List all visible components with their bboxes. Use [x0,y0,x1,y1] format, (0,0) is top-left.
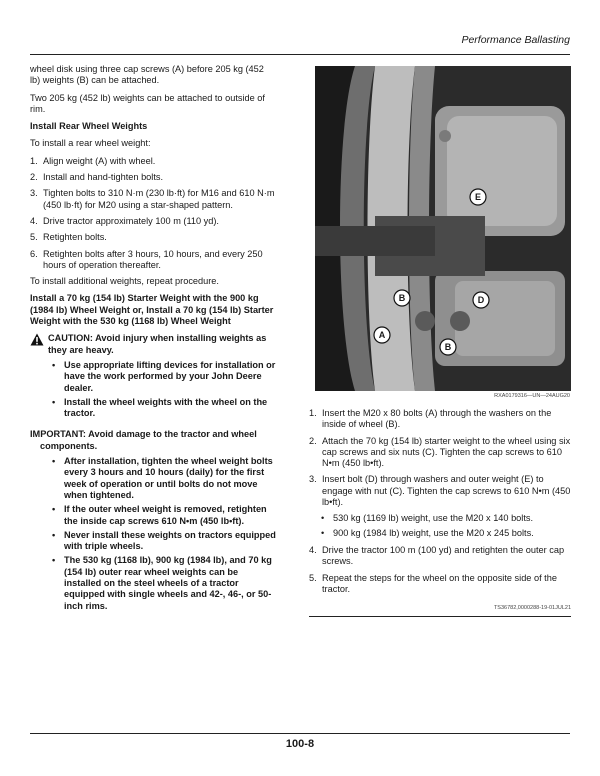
callout-letter: D [477,295,485,305]
wheel-weight-photo [315,66,571,391]
step-number: 6. [30,248,38,259]
callout-label [469,188,487,211]
step-text: Insert the M20 x 80 bolts (A) through the washers on the inside of wheel (B). [322,408,552,430]
right-column [309,408,571,617]
step-item [30,156,276,167]
left-column [30,64,276,615]
step-text: Tighten bolts to 310 N·m (230 lb·ft) for M16 and 610 N·m (450 lb·ft) for M20 using a star-shaped pattern. [43,188,275,210]
lead-text: To install a rear wheel weight: [30,138,151,149]
important-bullet: • The 530 kg (1168 lb), 900 kg (1984 lb), and 70 kg (154 lb) outer rear wheel weights can be installed on the steel wheels of a tractor equipped with single wheels and 42-, 46-, or 50-inch rims. [52,555,276,611]
important-bullet: • After installation, tighten the wheel weight bolts every 3 hours and 10 hours (daily) for the first week of operation or until bolts do not move when tightened. [52,456,276,501]
step-text: Install and hand-tighten bolts. [43,172,164,183]
step-item [30,216,276,227]
step-text: Retighten bolts. [43,232,107,243]
subsection-heading: Install a 70 kg (154 lb) Starter Weight with the 900 kg (1984 lb) Wheel Weight or, Install a 70 kg (154 lb) Starter Weight with the 530 kg (1168 lb) Wheel Weight [30,293,274,327]
page-header [30,34,570,55]
page-number: 100-8 [285,738,315,750]
step-text: Retighten bolts after 3 hours, 10 hours, and every 250 hours of operation thereafter. [43,248,263,270]
section-heading: Install Rear Wheel Weights [30,121,148,132]
callout-label [393,289,411,312]
caution-text: CAUTION: Avoid injury when installing weights as they are heavy. [48,333,267,355]
caution-bullet: • Install the wheel weights with the wheel on the tractor. [52,397,276,420]
bolt-size-bullet: • 530 kg (1169 lb) weight, use the M20 x 140 bolts. [321,513,571,524]
step-text: Repeat the steps for the wheel on the opposite side of the tractor. [322,572,557,594]
step-item [30,172,276,183]
step-item [30,188,276,211]
header-title: Performance Ballasting [461,34,570,46]
step-text: Align weight (A) with wheel. [43,155,156,166]
step-text: Drive the tractor 100 m (100 yd) and retighten the outer cap screws. [322,544,565,567]
callout-letter: A [378,330,386,340]
step-item [309,573,571,596]
step-number: 5. [309,572,317,583]
step-item [309,436,571,470]
caution-bullet: • Use appropriate lifting devices for installation or have the work performed by your John Deere dealer. [52,360,276,394]
step-item [309,474,571,508]
page-footer-rule [30,733,570,734]
important-bullet: • Never install these weights on tractors equipped with triple wheels. [52,530,276,553]
step-number: 3. [309,474,317,485]
callout-letter: E [474,192,481,202]
caution-block [30,333,276,356]
bolt-size-bullet: • 900 kg (1984 lb) weight, use the M20 x 245 bolts. [321,528,571,539]
step-number: 5. [30,232,38,243]
callout-label [373,326,391,349]
document-code: TS36782,0000288-19-01JUL21 [309,603,571,617]
step-text: Attach the 70 kg (154 lb) starter weight to the wheel using six cap screws and six nuts (C). Tighten the cap screws to 610 N•m (450 lb•ft). [322,435,571,469]
step-number: 2. [30,172,38,183]
step-number: 3. [30,188,38,199]
step-number: 4. [309,544,317,555]
figure-code: RXA0179316—UN—24AUG20 [494,393,570,399]
important-notice: IMPORTANT: Avoid damage to the tractor and wheel components. [30,429,257,451]
step-item [309,545,571,568]
important-bullet: • If the outer wheel weight is removed, retighten the inside cap screws 610 N•m (450 lb•ft). [52,504,276,527]
callout-letter: B [444,342,452,352]
step-item [309,408,571,431]
callout-label [439,338,457,361]
callout-label [472,291,490,314]
step-item [30,249,276,272]
step-text: Drive tractor approximately 100 m (110 yd). [43,215,219,226]
step-number: 2. [309,435,317,446]
step-number: 1. [30,155,38,166]
step-text: Insert bolt (D) through washers and outer weight (E) to engage with nut (C). Tighten the cap screws to 610 N•m (450 lb•ft). [322,474,571,508]
intro-paragraph-1: wheel disk using three cap screws (A) before 205 kg (452 lb) weights (B) can be attached. [30,64,264,86]
step-number: 1. [309,408,317,418]
additional-weights-text: To install additional weights, repeat procedure. [30,276,219,287]
warning-triangle-icon [30,333,44,349]
step-number: 4. [30,215,38,226]
intro-paragraph-2: Two 205 kg (452 lb) weights can be attached to outside of rim. [30,92,265,114]
callout-letter: B [398,293,406,303]
step-item [30,232,276,243]
